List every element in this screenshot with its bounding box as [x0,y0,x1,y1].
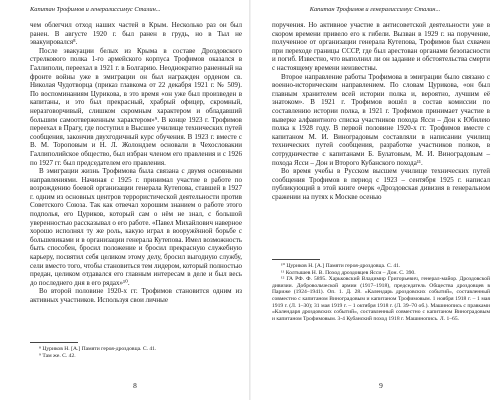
page-number: 9 [379,381,383,390]
page-number: 8 [133,381,137,390]
footnote: ¹¹ Колтышев Н. В. Поход дроздовцев Ясси – Дон. С. 390. [281,269,416,276]
body-text [30,21,242,305]
running-head: Капитан Трофимов и генералиссимус Сталин... [309,6,441,13]
footnote: ⁸ Цуриков Н. [А.] Памяти героя-дроздовца. С. 41. [39,346,157,352]
paragraph: поручения. Но активное участие в антисоветской деятельности уже в скором времени привело его к гибели. Вызван в 1929 г. на поручение, полученное от организации генерала Кутепова, Трофимов был схвачен при переходе границы СССР, где был арестован органами безопасности и погиб. Известно, что выполнил ли он задание и обстоятельства смерти с настоящему времени неизвестны. [272,21,490,72]
footnote: ¹² ГА РФ. Ф. 5895. Харьковский Владимир Григорьевич, генерал-майор. Дроздовской дивизии. Добровольческой армии (1917–1918), председатель Общества дроздовцев в Париже (1924–1941). Оп. 1. Д. 28. «Календарь дроздовских событий», составленный совместно с капитаном Виноградовым и капитаном Трофимовым. 1 ноября 1918 г. – 1 мая 1919 г. (Л. 1–30); 31 мая 1919 г. – 1 октября 1918 г. (Л. 39–70 об.). Машинопись с правками «Календаря дроздовских событий», составленный совместно с капитаном Виноградовым и капитаном Трофимовым. 3-4 Кубанский поход 1918 г. Машинопись. Л. 1–65. [272,276,490,322]
footnote-rule [272,259,320,260]
paragraph: После эвакуации белых из Крыма в составе Дроздовского стрелкового полка 1-го армейского корпуса Трофимов оказался в Галлиполи, переехал в 1921 г. в Болгарию. Неоднократно раненный на фронте войны уже в эмиграции он был награжден орденом св. Николая Чудотворца (приказ главкома от 22 декабря 1921 г. № 509). По воспоминаниям Цурикова, в это время «он уже был произведен в капитаны, и это был прекрасный, храбрый офицер, скромный, неразговорчивый, слишком скромным характером и обладавший большим самоотверженным характером»⁹. В конце 1923 г. Трофимов переехал в Прагу, где поступил в Высшее училище технических путей сообщения, закончив двухгодичный курс обучения. В 1923 г. вместе с В. М. Тороповым и Н. Л. Жолондзем основали в Чехословакии Галлиполийское общество, был избран членом его правления и с 1926 по 1927 гг. был председателем его правления. [30,46,242,167]
running-head: Капитан Трофимов и генералиссимус Сталин... [30,6,161,13]
paragraph: Во второй половине 1920-х гг. Трофимов становится одним из активных участников. Используя свои личные [30,287,242,304]
footnotes [30,342,242,359]
paragraph: Во время учебы в Русском высшем училище технических путей сообщения Трофимов в период с 1923 – сентября 1925 г. написал публикующий в этой книге очерк «Дроздовская дивизия в генеральном сражении на путях к Москве осенью [272,167,490,201]
footnote-rule [30,342,78,343]
paragraph: Второе направление работы Трофимова в эмиграции было связано с военно-историческим направлением. По словам Цурикова, «он был главным хранителем всей истории полка и, вероятно, лучшим её знатоком». В 1921 г. Трофимов вошёл в состав комиссии по составлению истории полка, в 1921 г. Трофимов принимает участие в выверке алфавитного списка участников похода Ясси – Дон к Юбилею полка к 1928 году. В первой половине 1920-х гг. Трофимов вместе с капитаном М. И. Виноградовым составляли в написании училищ технических путей сообщения, разработке участников полков, в сотрудничестве с капитанами Б. Булатовым, М. И. Виноградовым – похода Ясси – Дон и Второго Кубанского похода¹¹. [272,72,490,167]
right-page [250,0,500,400]
footnote: ⁹ Там же. С. 42. [39,352,76,359]
body-text [272,21,490,201]
footnote: ¹⁰ Цуриков Н. [А.] Памяти героя-дроздовца. С. 41. [281,263,401,269]
paragraph: В эмиграции жизнь Трофимова была связана с двумя основными направлениями. Начиная с 1925 г. принимал участие в работе по возрождению боевой организации генерала Кутепова, ставшей в 1927 г. одним из основных центров террористической деятельности против Советского Союза. Так как отвечал хорошим знанием о работе этого подполья, его Цуриков, который сам о нём не знал, с большой уверенностью рассказывал о его работе. «Павел Михайлович наверное хорошо исполнял ту же роль, какую играл в вооружённой борьбе с большевиками и в организации генерала Кутепова. Имел возможность быть способен, бросил положение и бросил прекрасную служебную карьеру, посвятил себя целиком этому делу, бросил выгодную службу, сели вместо того, чтобы становиться тем лидером, который полностью предан, целиком отдавался его главным интересам в деле и был весь до последнего дня в его рядах»¹⁰. [30,167,242,287]
footnotes [272,259,490,322]
paragraph: чем облегчил отход наших частей в Крым. Несколько раз он был ранен. В августе 1920 г. был ранен в грудь, но в Тыл не эвакуировался⁸. [30,21,242,47]
